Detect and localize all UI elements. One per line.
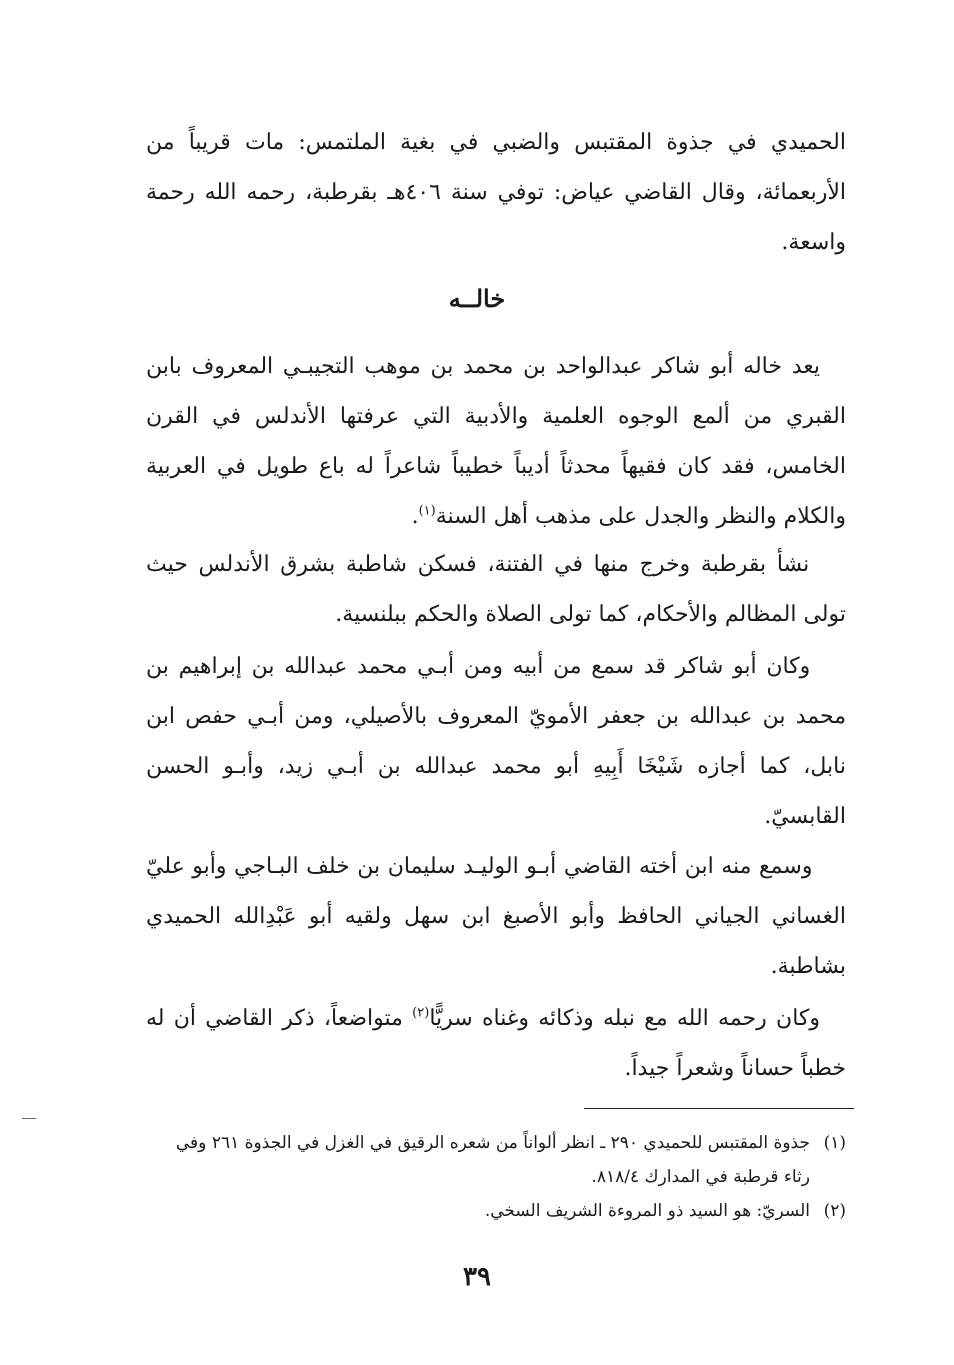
- margin-mark: [22, 1118, 36, 1119]
- footnote-1-number: (١): [823, 1133, 846, 1153]
- footnote-ref-2[interactable]: (٢): [412, 1005, 430, 1021]
- intro-text: الحميدي في جذوة المقتبس والضبي في بغية الملتمس: مات قريباً من الأربعمائة، وقال القاضي عياض: توفي سنة ٤٠٦هـ بقرطبة، رحمه الله رحمة واسعة.: [146, 130, 846, 255]
- paragraph-3: [146, 642, 846, 842]
- intro-paragraph: [146, 118, 846, 268]
- paragraph-3-text: وكان أبو شاكر قد سمع من أبيه ومن أبـي محمد عبدالله بن إبراهيم بن محمد بن عبدالله بن جعفر الأمويّ المعروف بالأصيلي، ومن أبـي حفص ابن نابل، كما أجازه شَيْخَا أَبِيهِ أبو محمد عبدالله بن أبـي زيد، وأبـو الحسن القابسيّ.: [146, 654, 846, 829]
- page-number: ٣٩: [463, 1262, 491, 1292]
- footnote-2: [146, 1194, 846, 1228]
- paragraph-2: [146, 540, 846, 640]
- paragraph-1-end: .: [411, 504, 419, 529]
- paragraph-4-text: وسمع منه ابن أخته القاضي أبـو الوليـد سليمان بن خلف البـاجي وأبو عليّ الغساني الجياني الحافظ وأبو الأصبغ ابن سهل ولقيه أبو عَبْدِالله الحميدي بشاطبة.: [146, 854, 846, 979]
- footnote-divider: [584, 1108, 854, 1109]
- paragraph-5-text-after: متواضعاً، ذكر القاضي أن له خطباً حساناً وشعراً جيداً.: [146, 1006, 846, 1081]
- paragraph-1: [146, 342, 846, 542]
- paragraph-1-text: يعد خاله أبو شاكر عبدالواحد بن محمد بن موهب التجيبـي المعروف بابن القبري من ألمع الوجوه العلمية والأدبية التي عرفتها الأندلس في القرن الخامس، فقد كان فقيهاً محدثاً أديباً خطيباً شاعراً له باع طويل في العربية والكلام والنظر والجدل على مذهب أهل السنة: [146, 354, 846, 529]
- footnote-1-text: جذوة المقتبس للحميدي ٢٩٠ ـ انظر ألواناً من شعره الرقيق في الغزل في الجذوة ٢٦١ وفي رثاء قرطبة في المدارك ٨١٨/٤.: [175, 1133, 810, 1187]
- paragraph-2-text: نشأ بقرطبة وخرج منها في الفتنة، فسكن شاطبة بشرق الأندلس حيث تولى المظالم والأحكام، كما تولى الصلاة والحكم ببلنسية.: [146, 552, 846, 627]
- footnote-2-text: السريّ: هو السيد ذو المروءة الشريف السخي.: [484, 1201, 810, 1221]
- section-heading: خالــه: [448, 284, 506, 313]
- paragraph-5-text-before: وكان رحمه الله مع نبله وذكائه وغناه سريًّا: [429, 1006, 820, 1031]
- footnote-1: [146, 1126, 846, 1194]
- footnote-2-number: (٢): [823, 1201, 846, 1221]
- footnote-ref-1[interactable]: (١): [418, 503, 436, 519]
- footnotes: [146, 1126, 846, 1228]
- paragraph-4: [146, 842, 846, 992]
- paragraph-5: [146, 994, 846, 1094]
